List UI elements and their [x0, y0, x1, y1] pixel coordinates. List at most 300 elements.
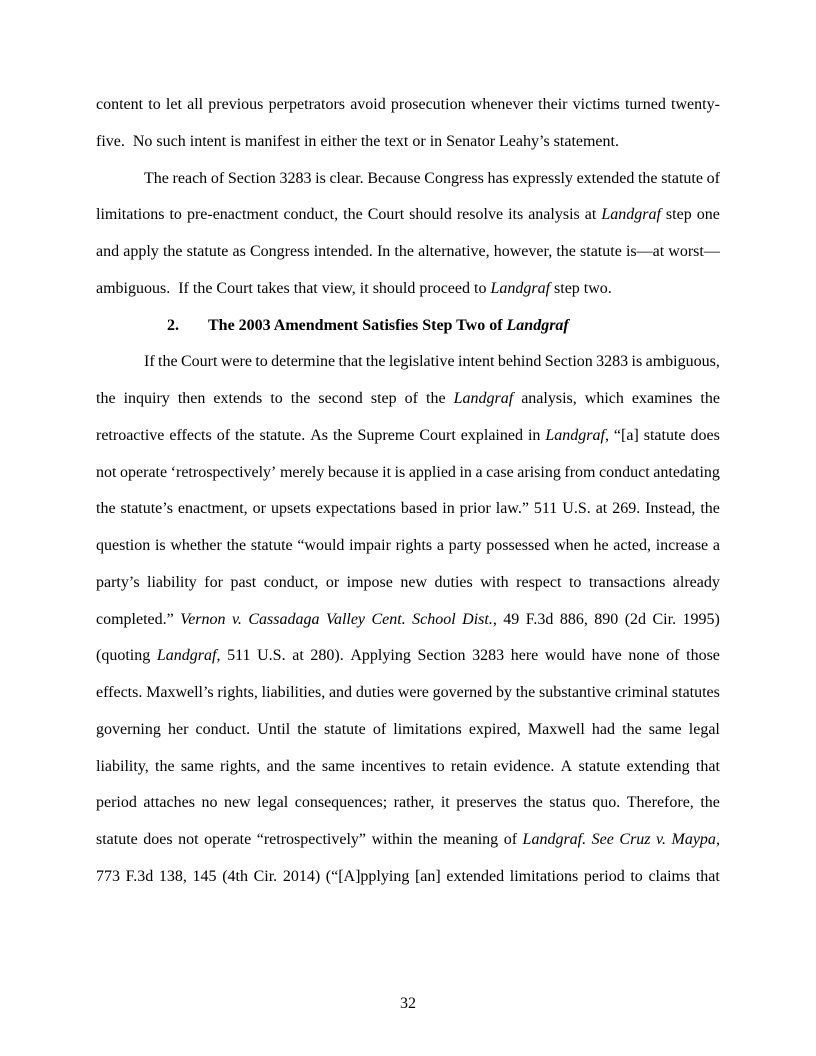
word: [235, 418, 255, 455]
text-segment: analysis,: [521, 390, 577, 407]
text-segment: he: [593, 537, 609, 554]
text-segment: the: [96, 390, 116, 407]
word: [554, 528, 589, 565]
word: [461, 418, 523, 455]
word: [625, 87, 666, 124]
word: [339, 344, 363, 381]
word: [433, 675, 493, 712]
word: [211, 161, 224, 198]
text-segment: same: [321, 757, 355, 775]
text-segment: alternative,: [418, 243, 490, 260]
text-segment: Maypa: [671, 831, 716, 848]
text-segment: ,: [492, 610, 497, 628]
word: [589, 565, 665, 602]
word: [158, 344, 178, 381]
word: [592, 785, 620, 822]
text-segment: The 2003 Amendment Satisfies Step Two of: [208, 316, 507, 334]
word: [230, 565, 256, 602]
word: [437, 528, 444, 565]
text-segment: a: [475, 463, 483, 481]
text-segment: to: [432, 757, 445, 775]
text-segment: rather,: [393, 794, 435, 812]
word: [523, 822, 587, 859]
word: [668, 234, 720, 271]
text-segment: transactions: [588, 573, 666, 591]
word: [358, 418, 415, 455]
word: [700, 381, 720, 418]
text-segment: of: [404, 390, 418, 407]
text-line: [96, 675, 720, 712]
text-segment: already: [672, 573, 720, 591]
text-segment: that: [695, 757, 720, 775]
word: [257, 712, 290, 749]
text-segment: not: [178, 831, 199, 848]
text-segment: here: [510, 647, 539, 665]
word: [454, 381, 514, 418]
text-segment: expectations: [315, 500, 396, 518]
text-segment: operate: [204, 831, 252, 848]
text-segment: those: [686, 647, 720, 665]
word: [96, 602, 174, 639]
word: [283, 859, 320, 896]
text-segment: arising: [517, 463, 561, 481]
text-segment: criminal: [614, 684, 669, 701]
word: [419, 418, 455, 455]
text-segment: applied: [408, 463, 456, 481]
text-segment: statute: [643, 426, 686, 444]
page-number: 32: [400, 995, 416, 1012]
text-segment: acted,: [613, 537, 652, 554]
text-segment: (quoting: [96, 647, 151, 665]
word: [646, 344, 720, 381]
text-segment: Landgraf: [601, 206, 661, 224]
text-segment: statute: [578, 757, 621, 775]
text-segment: consequences;: [294, 794, 388, 812]
text-segment: law.”: [495, 500, 529, 518]
text-line: [96, 491, 720, 528]
text-segment: at: [595, 500, 608, 518]
text-segment: Congress: [250, 243, 310, 260]
word: [232, 602, 242, 639]
word: [310, 418, 328, 455]
text-segment: the: [417, 831, 438, 848]
text-segment: completed.”: [96, 610, 174, 628]
text-segment: period: [583, 867, 625, 885]
text-segment: School: [412, 610, 456, 628]
word: [398, 675, 429, 712]
word: [382, 455, 391, 492]
text-segment: whenever: [470, 96, 533, 113]
word: [653, 602, 677, 639]
word: [627, 785, 694, 822]
section-heading: [96, 308, 720, 345]
word: [120, 455, 167, 492]
word: [521, 381, 577, 418]
text-segment: the: [332, 426, 353, 444]
text-segment: have: [591, 647, 622, 665]
text-segment: ,: [715, 831, 720, 848]
text-segment: of: [503, 831, 518, 848]
word: [528, 712, 585, 749]
word: [690, 418, 719, 455]
word: [556, 234, 576, 271]
text-segment: impair: [349, 537, 391, 554]
text-segment: the: [637, 169, 658, 187]
word: [488, 161, 509, 198]
text-line: [96, 602, 720, 639]
text-segment: “[a]: [613, 426, 639, 444]
text-segment: Landgraf: [490, 279, 551, 297]
word: [262, 675, 326, 712]
text-line: [96, 565, 720, 602]
text-segment: liability,: [96, 757, 149, 775]
word: [451, 749, 487, 786]
text-segment: limitations: [509, 867, 579, 885]
text-segment: is: [631, 353, 643, 371]
word: [417, 638, 465, 675]
text-segment: of: [216, 426, 231, 444]
text-segment: claims: [648, 867, 691, 885]
word: [526, 602, 554, 639]
text-segment: the: [515, 684, 536, 701]
word: [585, 197, 597, 234]
word: [193, 859, 217, 896]
word: [503, 602, 519, 639]
word: [613, 528, 651, 565]
word: [577, 161, 635, 198]
word: [96, 234, 119, 271]
word: [271, 344, 335, 381]
word: [486, 455, 514, 492]
text-segment: second: [318, 390, 363, 407]
word: [469, 712, 521, 749]
text-segment: avoid: [350, 96, 386, 113]
text-segment: step: [370, 390, 397, 407]
text-line: [96, 381, 720, 418]
text-segment: of: [706, 169, 720, 187]
text-segment: content: [96, 96, 144, 113]
text-segment: conduct,: [283, 206, 339, 224]
text-segment: party: [448, 537, 482, 554]
word: [601, 197, 661, 234]
word: [168, 712, 188, 749]
word: [630, 859, 642, 896]
word: [224, 785, 251, 822]
word: [329, 675, 352, 712]
text-segment: has: [487, 169, 509, 187]
word: [96, 565, 140, 602]
word: [121, 491, 173, 528]
text-segment: substantive: [539, 684, 612, 701]
word: [96, 528, 150, 565]
text-segment: the: [365, 353, 386, 371]
word: [457, 197, 503, 234]
text-segment: not: [96, 463, 117, 481]
word: [96, 675, 142, 712]
text-segment: conduct,: [263, 573, 319, 591]
text-segment: is: [394, 463, 406, 481]
word: [683, 602, 720, 639]
word: [96, 491, 116, 528]
word: [394, 785, 435, 822]
word: [508, 197, 523, 234]
word: [280, 455, 324, 492]
word: [350, 87, 386, 124]
text-segment: retain: [450, 757, 488, 775]
text-segment: it: [440, 794, 450, 812]
word: [333, 418, 353, 455]
text-segment: let: [165, 96, 182, 113]
word: [562, 491, 590, 528]
word: [170, 528, 222, 565]
word: [316, 491, 396, 528]
word: [255, 344, 267, 381]
text-segment: U.S.: [257, 647, 286, 665]
word: [254, 859, 278, 896]
text-line: [96, 455, 720, 492]
text-segment: to: [148, 96, 161, 113]
word: [460, 491, 491, 528]
text-segment: extends: [213, 390, 263, 407]
word: [666, 638, 679, 675]
word: [291, 381, 311, 418]
text-segment: as: [232, 243, 246, 260]
text-segment: period: [96, 794, 137, 812]
text-segment: Supreme: [357, 426, 415, 444]
word: [471, 87, 533, 124]
text-segment: based: [400, 500, 438, 518]
text-segment: A: [560, 757, 573, 775]
text-line: [96, 859, 720, 896]
word: [516, 675, 536, 712]
word: [472, 638, 504, 675]
word: [270, 381, 282, 418]
text-segment: Cir.: [253, 867, 278, 885]
word: [213, 381, 262, 418]
text-segment: 49: [503, 610, 520, 628]
word: [441, 785, 450, 822]
text-segment: Court: [180, 353, 218, 371]
text-line: [96, 418, 720, 455]
text-segment: turned: [624, 96, 666, 113]
word: [310, 638, 343, 675]
text-segment: respect: [516, 573, 562, 591]
text-segment: is: [315, 169, 326, 187]
word: [394, 234, 414, 271]
word: [96, 712, 161, 749]
word: [516, 565, 561, 602]
word: [257, 822, 366, 859]
text-segment: or: [252, 500, 266, 518]
word: [233, 234, 246, 271]
word: [163, 234, 183, 271]
text-segment: Because: [367, 169, 421, 187]
text-segment: Instead,: [645, 500, 696, 518]
word: [144, 161, 169, 198]
text-segment: new: [223, 794, 251, 812]
text-segment: the: [158, 353, 178, 371]
word: [155, 749, 175, 786]
text-segment: Landgraf.: [522, 831, 587, 848]
word: [614, 418, 639, 455]
word: [632, 381, 692, 418]
text-segment: Maxwell: [527, 720, 585, 738]
word: [561, 749, 573, 786]
word: [220, 749, 260, 786]
word: [689, 712, 720, 749]
text-segment: intended.: [313, 243, 373, 260]
word: [596, 344, 628, 381]
text-segment: the: [523, 794, 543, 812]
word: [534, 491, 557, 528]
word: [328, 455, 379, 492]
word: [204, 565, 223, 602]
text-segment: should: [409, 206, 452, 224]
word: [147, 565, 197, 602]
word: [178, 822, 198, 859]
text-line: [96, 785, 720, 822]
word: [279, 161, 311, 198]
word: [661, 161, 703, 198]
text-segment: Applying: [350, 647, 411, 665]
text-segment: Valley: [325, 610, 366, 628]
word: [545, 638, 585, 675]
word: [486, 528, 549, 565]
text-segment: inquiry: [123, 390, 170, 407]
text-segment: Dist.: [462, 610, 493, 628]
word: [178, 491, 248, 528]
word: [713, 528, 720, 565]
text-segment: in: [527, 426, 541, 444]
text-segment: (4th: [222, 867, 248, 885]
word: [228, 161, 276, 198]
word: [146, 675, 214, 712]
word: [696, 749, 720, 786]
word: [269, 87, 345, 124]
text-segment: attaches: [143, 794, 195, 812]
word: [144, 344, 155, 381]
word: [96, 418, 164, 455]
text-segment: “would: [297, 537, 345, 554]
word: [395, 455, 406, 492]
word: [292, 638, 304, 675]
word: [264, 565, 319, 602]
word: [409, 197, 452, 234]
text-segment: or: [325, 573, 340, 591]
text-segment: 1995): [682, 610, 720, 628]
word: [396, 528, 432, 565]
word: [196, 712, 251, 749]
word: [350, 638, 410, 675]
text-segment: the: [234, 426, 255, 444]
word: [511, 638, 539, 675]
word: [180, 602, 225, 639]
text-segment: perpetrators: [268, 96, 345, 113]
word: [628, 638, 659, 675]
text-segment: rights,: [219, 757, 261, 775]
word: [649, 712, 682, 749]
text-segment: limitations: [393, 720, 462, 738]
word: [418, 822, 438, 859]
word: [510, 859, 578, 896]
text-segment: meaning: [443, 831, 499, 848]
document-body: [96, 87, 720, 896]
text-segment: a: [712, 537, 720, 554]
text-segment: Court: [367, 206, 405, 224]
word: [315, 161, 326, 198]
text-line: [96, 161, 720, 198]
word: [672, 822, 720, 859]
text-segment: step: [665, 206, 692, 224]
text-segment: expressly: [512, 169, 573, 187]
word: [580, 234, 622, 271]
text-segment: ambiguous,: [645, 353, 720, 371]
text-segment: F.3d: [125, 867, 154, 885]
word: [517, 455, 561, 492]
word: [96, 197, 164, 234]
text-line: [96, 528, 720, 565]
text-segment: effects: [169, 426, 212, 444]
word: [371, 381, 397, 418]
text-segment: status: [549, 794, 586, 812]
word: [123, 234, 159, 271]
text-segment: upsets: [270, 500, 311, 518]
text-segment: their: [538, 96, 568, 113]
text-segment: the: [700, 500, 720, 518]
text-segment: party’s: [96, 573, 140, 591]
text-segment: the: [394, 243, 414, 260]
text-line: [96, 344, 720, 381]
word: [627, 749, 690, 786]
word: [349, 528, 391, 565]
word: [227, 638, 250, 675]
word: [367, 161, 420, 198]
word: [596, 491, 608, 528]
word: [480, 565, 508, 602]
text-segment: previous: [208, 96, 264, 113]
word: [166, 87, 182, 124]
text-segment: v.: [231, 610, 242, 628]
word: [626, 234, 664, 271]
text-segment: 3283: [596, 353, 629, 371]
word: [217, 418, 230, 455]
word: [366, 344, 386, 381]
word: [409, 455, 456, 492]
word: [539, 675, 611, 712]
word: [96, 87, 143, 124]
word: [418, 234, 490, 271]
text-segment: prosecution: [390, 96, 466, 113]
word: [494, 234, 552, 271]
text-segment: the: [162, 243, 183, 260]
word: [295, 785, 387, 822]
word: [528, 197, 580, 234]
text-segment: twenty-: [671, 96, 720, 113]
word: [271, 491, 311, 528]
text-segment: her: [167, 720, 189, 738]
word: [644, 418, 686, 455]
word: [159, 859, 187, 896]
word: [638, 161, 658, 198]
word: [549, 785, 585, 822]
text-segment: same: [180, 757, 214, 775]
word: [187, 234, 229, 271]
text-segment: U.S.: [562, 500, 591, 518]
text-segment: does: [690, 426, 720, 444]
text-segment: that: [338, 353, 363, 371]
text-segment: and: [266, 757, 290, 775]
text-segment: 511: [533, 500, 558, 518]
